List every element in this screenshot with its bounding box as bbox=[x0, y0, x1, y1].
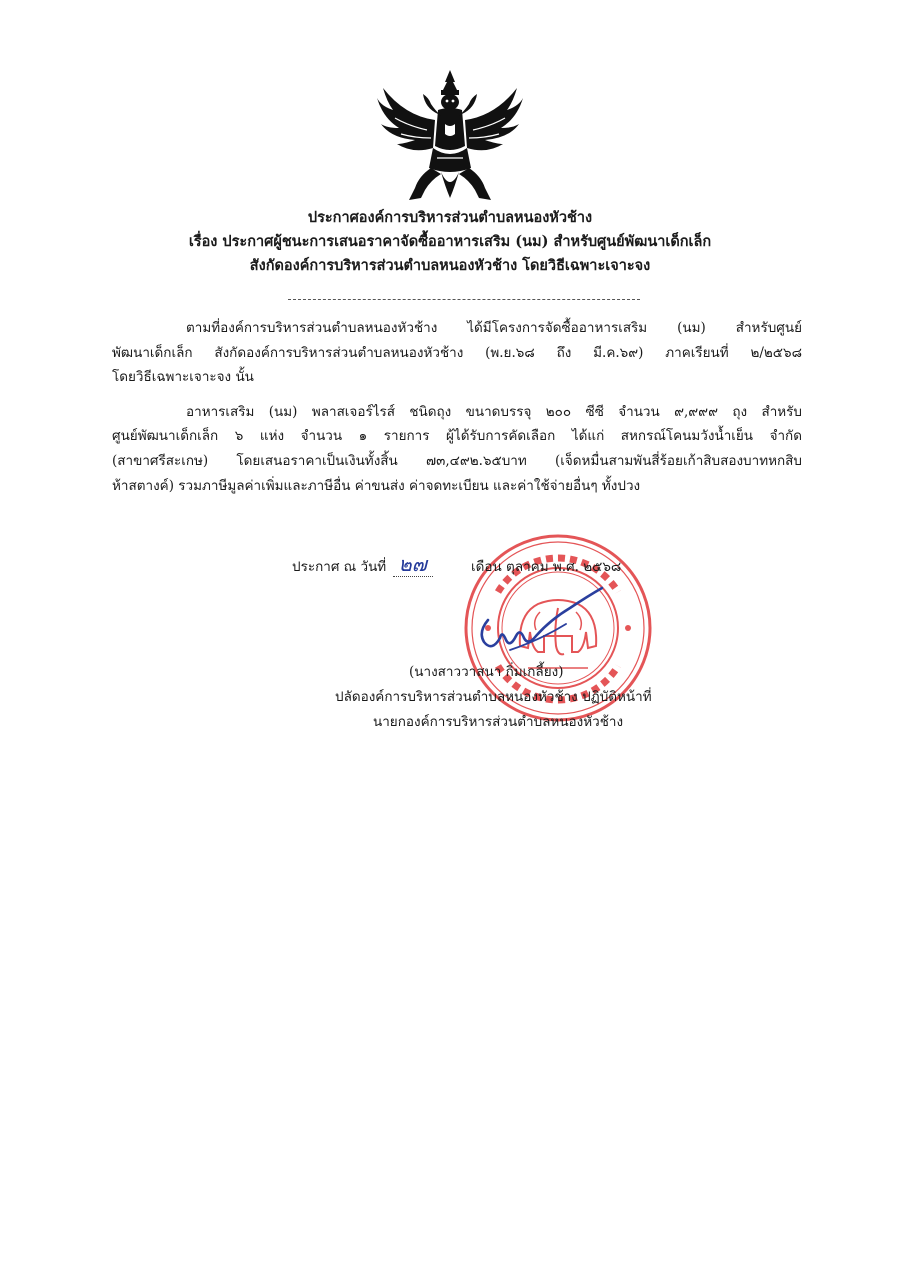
announcement-subject: เรื่อง ประกาศผู้ชนะการเสนอราคาจัดซื้ออาหารเสริม (นม) สำหรับศูนย์พัฒนาเด็กเล็ก bbox=[188, 233, 712, 250]
signer-acting-position: นายกองค์การบริหารส่วนตำบลหนองหัวช้าง bbox=[373, 714, 624, 730]
announcement-subject-continued: สังกัดองค์การบริหารส่วนตำบลหนองหัวช้าง โดยวิธีเฉพาะเจาะจง bbox=[249, 257, 651, 274]
paragraph-2-line-1: อาหารเสริม (นม) พลาสเจอร์ไรส์ ชนิดถุง ขนาดบรรจุ ๒๐๐ ซีซี จำนวน ๙,๙๙๙ ถุง สำหรับ bbox=[186, 403, 802, 420]
date-month-year: เดือน ตุลาคม พ.ศ. ๒๕๖๘ bbox=[471, 559, 622, 575]
paragraph-2-line-3: (สาขาศรีสะเกษ) โดยเสนอราคาเป็นเงินทั้งสิ้น ๗๓,๔๙๒.๖๕บาท (เจ็ดหมื่นสามพันสี่ร้อยเก้าสิบสองบาทหกสิบ bbox=[112, 452, 802, 469]
paragraph-2-line-4: ห้าสตางค์) รวมภาษีมูลค่าเพิ่มและภาษีอื่น ค่าขนส่ง ค่าจดทะเบียน และค่าใช้จ่ายอื่นๆ ทั้งปวง bbox=[112, 477, 641, 494]
paragraph-2-line-2: ศูนย์พัฒนาเด็กเล็ก ๖ แห่ง จำนวน ๑ รายการ ผู้ได้รับการคัดเลือก ได้แก่ สหกรณ์โคนมวังน้ำเย็น จำกัด bbox=[112, 428, 802, 445]
header-divider bbox=[288, 299, 640, 300]
signer-name: (นางสาววาสนา กิ่มเกลี้ยง) bbox=[409, 664, 564, 680]
garuda-emblem bbox=[375, 68, 525, 206]
date-prefix: ประกาศ ณ วันที่ bbox=[292, 559, 387, 575]
paragraph-1-line-2: พัฒนาเด็กเล็ก สังกัดองค์การบริหารส่วนตำบลหนองหัวช้าง (พ.ย.๖๘ ถึง มี.ค.๖๙) ภาคเรียนที่ ๒/๒๕๖๘ bbox=[112, 344, 802, 361]
signer-position: ปลัดองค์การบริหารส่วนตำบลหนองหัวช้าง ปฏิบัติหน้าที่ bbox=[335, 689, 652, 705]
announcement-title: ประกาศองค์การบริหารส่วนตำบลหนองหัวช้าง bbox=[307, 209, 593, 226]
handwritten-signature bbox=[470, 580, 610, 670]
paragraph-1-line-1: ตามที่องค์การบริหารส่วนตำบลหนองหัวช้าง ได้มีโครงการจัดซื้ออาหารเสริม (นม) สำหรับศูนย์ bbox=[186, 320, 802, 336]
date-day-handwritten: ๒๗ bbox=[393, 552, 433, 577]
announcement-header bbox=[100, 206, 800, 278]
paragraph-1-line-3: โดยวิธีเฉพาะเจาะจง นั้น bbox=[112, 369, 254, 386]
announcement-date bbox=[292, 552, 672, 579]
announcement-body bbox=[112, 316, 802, 498]
